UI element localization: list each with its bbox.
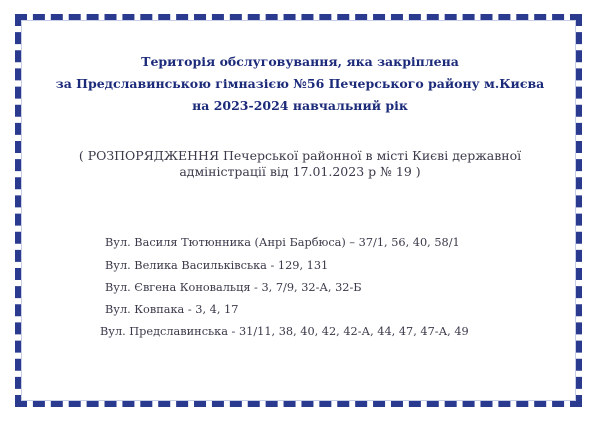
street-item: Вул. Предславинська - 31/11, 38, 40, 42, 42-А, 44, 47, 47-А, 49 — [100, 325, 469, 338]
street-item: Вул. Ковпака - 3, 4, 17 — [105, 303, 239, 316]
street-item: Вул. Велика Васильківська - 129, 131 — [105, 259, 329, 272]
street-item: Вул. Василя Тютюнника (Анрі Барбюса) – 37/1, 56, 40, 58/1 — [105, 236, 460, 249]
title-line-3: на 2023-2024 навчальний рік — [192, 98, 408, 113]
title-line-2: за Предславинською гімназією №56 Печерського району м.Києва — [55, 76, 545, 91]
street-item: Вул. Євгена Коновальця - 3, 7/9, 32-А, 32-Б — [105, 281, 362, 294]
order-reference: ( РОЗПОРЯДЖЕННЯ Печерської районної в місті Києві державної адміністрації від 17.01.2023 р № 19 ) — [78, 148, 522, 179]
title-line-1: Територія обслуговування, яка закріплена — [141, 54, 459, 69]
